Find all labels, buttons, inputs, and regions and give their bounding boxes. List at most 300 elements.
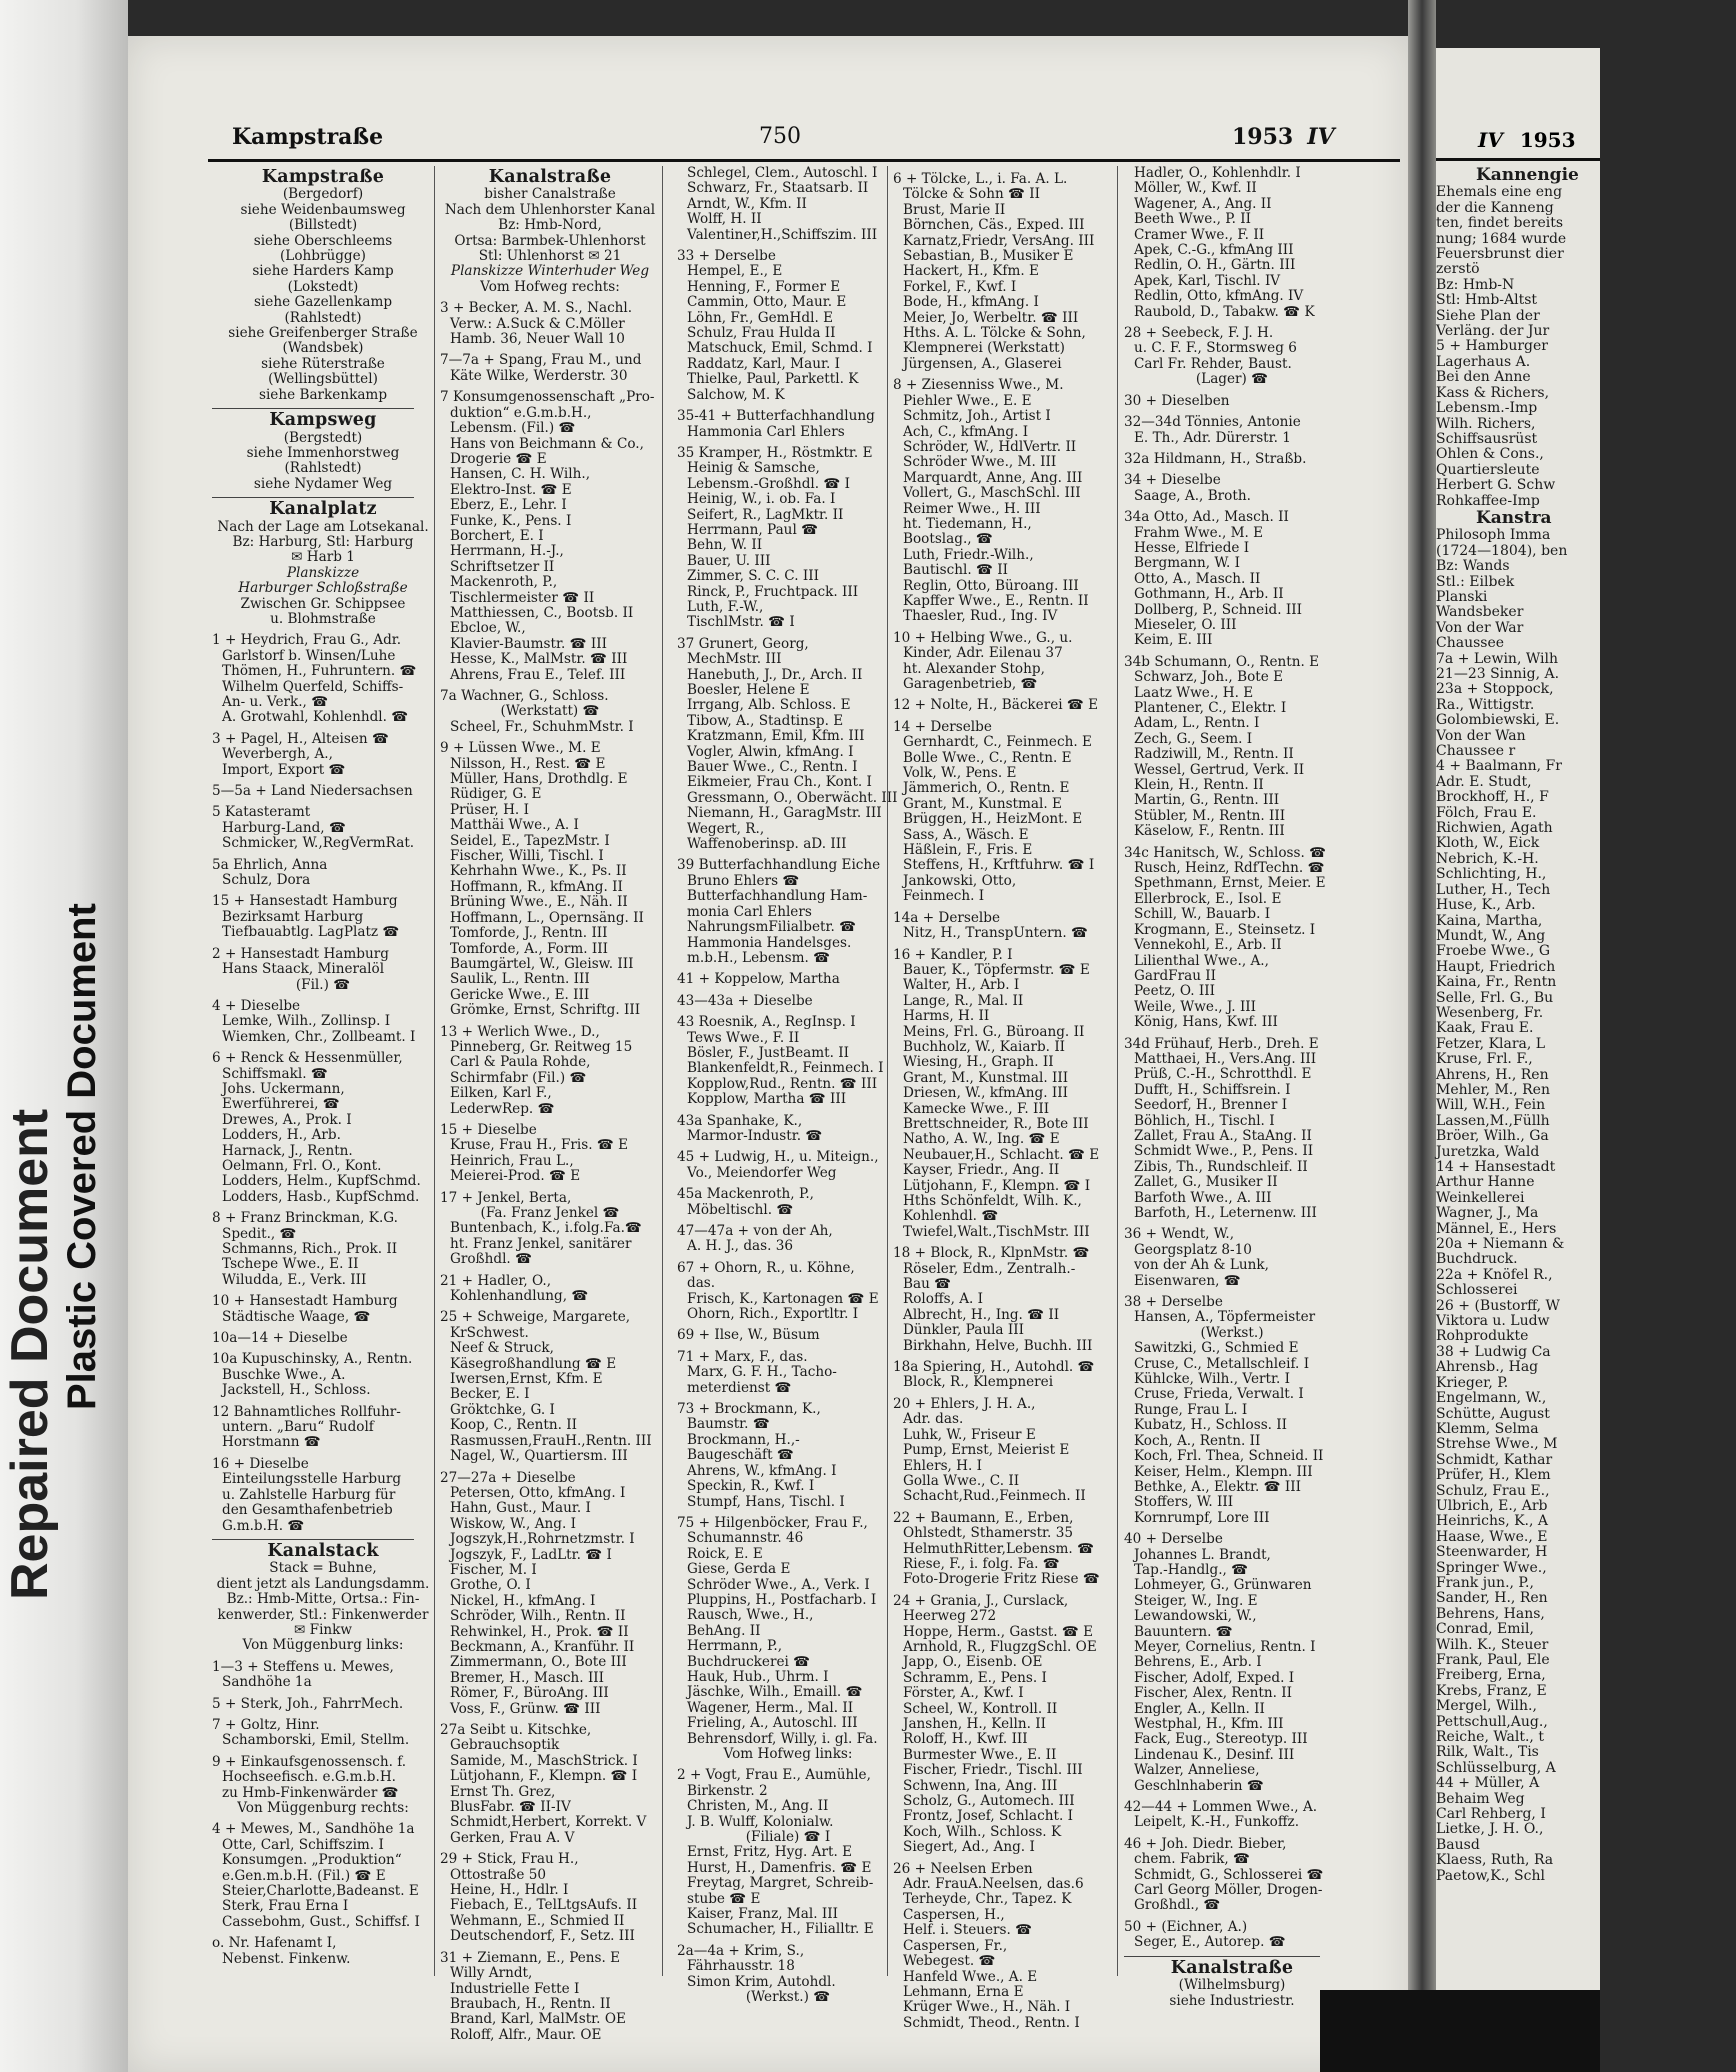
entry-line: 34c Hanitsch, W., Schloss. ☎	[1124, 844, 1327, 861]
entry-line: Schröder, Wilh., Rentn. II	[450, 1608, 626, 1625]
entry-line: Brockmann, H.,-	[687, 1431, 800, 1448]
entry-line: 37 Grunert, Georg,	[677, 635, 809, 652]
entry-line: Ottostraße 50	[450, 1866, 547, 1883]
entry-line: Schiffsmakl. ☎	[222, 1065, 328, 1082]
entry-line: Tomforde, A., Form. III	[450, 940, 608, 957]
street-heading: Kanalstack	[267, 1540, 379, 1561]
entry-line: Kubatz, H., Schloss. II	[1134, 1417, 1288, 1434]
entry-line: Männel, E., Hers	[1436, 1220, 1557, 1237]
entry-line: Wegert, R.,	[687, 820, 765, 837]
entry-line: Buntenbach, K., i.folg.Fa.☎	[450, 1220, 642, 1237]
entry-line: Braubach, H., Rentn. II	[450, 1995, 611, 2012]
entry-line: Lodders, Helm., KupfSchmd.	[222, 1173, 421, 1190]
entry-line: Hauk, Hub., Uhrm. I	[687, 1668, 829, 1685]
entry-line: Lange, R., Mal. II	[903, 992, 1024, 1009]
entry-line: Gebrauchsoptik	[450, 1737, 560, 1754]
entry-line: Keiser, Helm., Klempn. III	[1134, 1463, 1313, 1480]
entry-line: Bauer, K., Töpfermstr. ☎ E	[903, 961, 1090, 978]
entry-line: Valentiner,H.,Schiffszim. III	[687, 226, 878, 243]
entry-line: Städtische Waage, ☎	[222, 1308, 371, 1325]
entry-line: Wilhelm Querfeld, Schiffs-	[222, 678, 404, 695]
entry-line: 67 + Ohorn, R., u. Köhne,	[677, 1259, 855, 1276]
entry-line: Ach, C., kfmAng. I	[903, 423, 1029, 440]
entry-line: Ahrens, H., Ren	[1436, 1066, 1549, 1083]
entry-line: 46 + Joh. Diedr. Bieber,	[1124, 1835, 1287, 1852]
entry-line: Käsegroßhandlung ☎ E	[450, 1355, 617, 1372]
entry-line: Hanfeld Wwe., A. E	[903, 1968, 1038, 1985]
entry-line: 34d Frühauf, Herb., Dreh. E	[1124, 1035, 1319, 1052]
entry-line: Baugeschäft ☎	[687, 1447, 794, 1464]
entry-line: Arndt, W., Kfm. II	[687, 195, 807, 212]
entry-line: Albrecht, H., Ing. ☎ II	[903, 1306, 1060, 1323]
entry-line: Steiger, W., Ing. E	[1134, 1592, 1258, 1609]
street-note: Vom Hofweg rechts:	[480, 278, 620, 295]
entry-line: Gernhardt, C., Feinmech. E	[903, 734, 1092, 751]
entry-line: Becker, E. I	[450, 1386, 530, 1403]
street-note: siehe Harders Kamp	[252, 263, 394, 280]
street-note: Stl: Uhlenhorst ✉ 21	[478, 248, 622, 265]
entry-line: Schulz, Frau Hulda II	[687, 325, 836, 342]
entry-line: Wiludda, E., Verk. III	[222, 1271, 367, 1288]
entry-line: A. Grotwahl, Kohlenhdl. ☎	[222, 709, 409, 726]
entry-line: ten, findet bereits	[1436, 215, 1564, 232]
entry-line: Gothmann, H., Arb. II	[1134, 586, 1284, 603]
entry-line: Tap.-Handlg., ☎	[1134, 1561, 1249, 1578]
entry-line: Koch, Frl. Thea, Schneid. II	[1134, 1448, 1324, 1465]
entry-line: Schütte, August	[1436, 1405, 1550, 1422]
street-heading: Kannengie	[1476, 165, 1579, 185]
entry-line: Will, W.H., Fein	[1436, 1097, 1546, 1114]
entry-line: Kaiser, Franz, Mal. III	[687, 1906, 838, 1923]
entry-line: Leipelt, K.-H., Funkoffz.	[1134, 1814, 1300, 1831]
entry-line: 15 + Hansestadt Hamburg	[212, 893, 398, 910]
entry-line: Bz: Hmb-N	[1436, 276, 1515, 293]
entry-line: 26 + Neelsen Erben	[893, 1860, 1033, 1877]
entry-line: Natho, A. W., Ing. ☎ E	[903, 1131, 1060, 1148]
entry-line: Chaussee	[1436, 635, 1505, 652]
entry-line: 21—23 Sinnig, A.	[1436, 666, 1560, 682]
entry-line: Irrgang, Alb. Schloss. E	[687, 697, 851, 714]
entry-line: 8 + Ziesenniss Wwe., M.	[893, 377, 1064, 394]
entry-line: Mehler, M., Ren	[1436, 1081, 1550, 1098]
entry-line: Kaak, Frau E.	[1436, 1020, 1534, 1037]
entry-line: Cassebohm, Gust., Schiffsf. I	[222, 1913, 420, 1930]
entry-line: Tischlermeister ☎ II	[450, 589, 595, 606]
entry-line: 1—3 + Steffens u. Mewes,	[212, 1658, 394, 1675]
entry-line: Garagenbetrieb, ☎	[903, 676, 1038, 692]
entry-line: Sebastian, B., Musiker E	[903, 248, 1074, 265]
entry-line: 41 + Koppelow, Martha	[677, 971, 840, 988]
entry-line: Cruse, C., Metallschleif. I	[1134, 1355, 1310, 1372]
entry-line: Dollberg, P., Schneid. III	[1134, 601, 1303, 618]
entry-line: Feuersbrunst dier	[1436, 246, 1564, 263]
entry-line: Harms, H. II	[903, 1008, 990, 1025]
column-1	[212, 166, 434, 1986]
entry-line: Heinig, W., i. ob. Fa. I	[687, 491, 836, 508]
entry-line: Industrielle Fette I	[450, 1980, 580, 1997]
entry-line: 21 + Hadler, O.,	[440, 1272, 552, 1289]
entry-line: 6 + Tölcke, L., i. Fa. A. L.	[893, 171, 1068, 187]
entry-line: Gröktchke, G. I	[450, 1401, 555, 1418]
entry-line: Weinkellerei	[1436, 1189, 1525, 1206]
entry-line: Möller, W., Kwf. II	[1134, 180, 1257, 197]
entry-line: Borchert, E. I	[450, 527, 544, 544]
entry-line: 5a Ehrlich, Anna	[212, 856, 328, 873]
street-note: (Rahlstedt)	[284, 460, 362, 477]
street-heading: Kanalstraße	[1170, 1957, 1294, 1978]
entry-line: Tölcke & Sohn ☎ II	[903, 186, 1041, 203]
entry-line: Terheyde, Chr., Tapez. K	[903, 1891, 1072, 1908]
entry-line: Rilk, Walt., Tis	[1436, 1744, 1539, 1761]
entry-line: Nebrich, K.-H.	[1436, 850, 1539, 867]
entry-line: Rasmussen,FrauH.,Rentn. III	[450, 1432, 652, 1449]
entry-line: zu Hmb-Finkenwärder ☎	[222, 1784, 399, 1801]
entry-line: meterdienst ☎	[687, 1379, 792, 1396]
entry-line: Dünkler, Paula III	[903, 1322, 1024, 1339]
entry-line: Fetzer, Klara, L	[1436, 1035, 1546, 1052]
street-note: Von Müggenburg links:	[242, 1637, 404, 1654]
entry-line: Schlosserei	[1436, 1282, 1518, 1299]
entry-line: 32—34d Tönnies, Antonie	[1124, 414, 1301, 431]
entry-line: Brockhoff, H., F	[1436, 789, 1549, 806]
entry-line: Nickel, H., kfmAng. I	[450, 1592, 596, 1609]
entry-line: Schulz, Frau E.,	[1436, 1482, 1550, 1499]
entry-line: Chaussee r	[1436, 743, 1516, 760]
entry-line: Arnhold, R., FlugzgSchl. OE	[903, 1638, 1097, 1655]
entry-line: Schiffsausrüst	[1436, 430, 1538, 447]
entry-line: Seidel, E., TapezMstr. I	[450, 832, 610, 849]
entry-line: Geschlnhaberin ☎	[1134, 1777, 1264, 1794]
entry-line: Karnatz,Friedr, VersAng. III	[903, 232, 1095, 249]
entry-line: Förster, A., Kwf. I	[903, 1685, 1024, 1702]
entry-line: Buchdruckerei ☎	[687, 1653, 811, 1670]
street-note: (Werkst.) ☎	[745, 1989, 831, 2006]
column-2	[440, 166, 660, 2043]
entry-line: Bauer, U. III	[687, 552, 771, 569]
entry-line: Kapffer Wwe., E., Rentn. II	[903, 592, 1089, 609]
scan-shadow	[1320, 1990, 1600, 2072]
street-note: siehe Oberschleems	[253, 232, 393, 249]
entry-line: 45 + Ludwig, H., u. Miteign.,	[677, 1149, 879, 1166]
entry-line: Stumpf, Hans, Tischl. I	[687, 1493, 845, 1510]
entry-line: Twiefel,Walt.,TischMstr. III	[903, 1223, 1090, 1240]
entry-line: Bethke, A., Elektr. ☎ III	[1134, 1478, 1301, 1495]
entry-line: Zallet, Frau A., StaAng. II	[1134, 1127, 1312, 1144]
entry-line: Krogmann, E., Steinsetz. I	[1134, 921, 1316, 938]
column-divider	[434, 166, 435, 1976]
volume: IV	[1307, 124, 1335, 150]
entry-line: Roloff, H., Kwf. III	[903, 1731, 1028, 1748]
entry-line: Driesen, W., kfmAng. III	[903, 1085, 1068, 1102]
entry-line: Speckin, R., Kwf. I	[687, 1478, 815, 1495]
entry-line: Wolff, H. II	[687, 211, 762, 228]
entry-line: Behaim Weg	[1436, 1790, 1525, 1807]
entry-line: Carl Rehberg, I	[1436, 1806, 1546, 1823]
entry-line: Prüß, C.-H., Schrotthdl. E	[1134, 1066, 1312, 1083]
entry-line: Einteilungsstelle Harburg	[222, 1471, 402, 1488]
entry-line: Pettschull,Aug.,	[1436, 1713, 1548, 1730]
scan-label	[0, 0, 128, 2072]
entry-line: Schröder, W., HdlVertr. II	[903, 438, 1077, 455]
entry-line: Barfoth Wwe., A. III	[1134, 1189, 1272, 1206]
entry-line: Haupt, Friedrich	[1436, 958, 1556, 975]
entry-line: 6 + Renck & Hessenmüller,	[212, 1050, 403, 1067]
entry-line: Wehmann, E., Schmied II	[450, 1912, 625, 1929]
entry-line: Drewes, A., Prok. I	[222, 1111, 352, 1128]
entry-line: Thaesler, Rud., Ing. IV	[903, 608, 1058, 625]
entry-line: Fischer, Alex, Rentn. II	[1134, 1685, 1292, 1702]
entry-line: Christen, M., Ang. II	[687, 1798, 829, 1815]
entry-line: Huse, K., Arb.	[1436, 897, 1536, 914]
entry-line: o. Nr. Hafenamt I,	[212, 1935, 337, 1952]
next-page-year: 1953	[1519, 128, 1576, 152]
street-heading: Kanalplatz	[269, 499, 377, 520]
entry-line: Tschepe Wwe., E. II	[222, 1256, 359, 1273]
column-divider	[887, 166, 888, 1976]
entry-line: Philosoph Imma	[1436, 527, 1551, 544]
entry-line: 1 + Heydrich, Frau G., Adr.	[212, 632, 402, 649]
entry-line: Salchow, M. K	[687, 386, 785, 403]
entry-line: Sterk, Frau Erna I	[222, 1898, 349, 1915]
entry-line: Kaina, Martha,	[1436, 912, 1543, 929]
entry-line: Schlüsselburg, A	[1436, 1759, 1556, 1776]
entry-line: Pinneberg, Gr. Reitweg 15	[450, 1038, 633, 1055]
entry-line: Hoppe, Herm., Gastst. ☎ E	[903, 1623, 1094, 1640]
entry-line: Bootslag., ☎	[903, 531, 993, 548]
entry-line: Wiemken, Chr., Zollbeamt. I	[222, 1028, 416, 1045]
entry-line: das.	[687, 1275, 716, 1292]
entry-line: Martin, G., Rentn. III	[1134, 792, 1280, 809]
entry-line: Cruse, Frieda, Verwalt. I	[1134, 1386, 1304, 1403]
entry-line: Kehrhahn Wwe., K., Ps. II	[450, 863, 627, 880]
entry-line: 3 + Becker, A. M. S., Nachl.	[440, 300, 633, 317]
entry-line: Luhk, W., Friseur E	[903, 1426, 1036, 1443]
entry-line: Römer, F., BüroAng. III	[450, 1685, 609, 1702]
entry-line: Weverbergh, A.,	[222, 746, 333, 763]
entry-line: Harnack, J., Rentn.	[222, 1142, 353, 1159]
entry-line: Walzer, Anneliese,	[1134, 1762, 1260, 1779]
entry-line: Lütjohann, F., Klempn. ☎ I	[903, 1177, 1091, 1194]
entry-line: Schirmfabr (Fil.) ☎	[450, 1069, 587, 1086]
entry-line: Froebe Wwe., G	[1436, 943, 1551, 960]
street-note: (Billstedt)	[288, 217, 358, 234]
entry-line: Zibis, Th., Rundschleif. II	[1134, 1158, 1308, 1175]
entry-line: 2 + Hansestadt Hamburg	[212, 945, 389, 962]
entry-line: Eisenwaren, ☎	[1134, 1272, 1241, 1289]
entry-line: Meyer, Cornelius, Rentn. I	[1134, 1638, 1316, 1655]
entry-line: Ahrens, W., kfmAng. I	[687, 1462, 837, 1479]
entry-line: Henning, F., Former E	[687, 278, 841, 295]
entry-line: Krüger Wwe., H., Näh. I	[903, 1999, 1071, 2016]
entry-line: 25 + Schweige, Margarete,	[440, 1309, 631, 1326]
entry-line: Lemke, Wilh., Zollinsp. I	[222, 1013, 391, 1030]
next-page-header	[1436, 128, 1600, 152]
entry-line: Meierei-Prod. ☎ E	[450, 1168, 581, 1185]
entry-line: 2 + Vogt, Frau E., Aumühle,	[677, 1767, 871, 1784]
street-note: (Fil.) ☎	[295, 976, 351, 993]
entry-line: Vollert, G., MaschSchl. III	[903, 485, 1081, 502]
entry-line: 18 + Block, R., KlpnMstr. ☎	[893, 1245, 1090, 1262]
entry-line: Kohlenhdl. ☎	[903, 1208, 999, 1225]
entry-line: Bösler, F., JustBeamt. II	[687, 1044, 849, 1061]
entry-line: Marmor-Industr. ☎	[687, 1127, 823, 1144]
entry-line: Bolle Wwe., C., Rentn. E	[903, 749, 1072, 766]
entry-line: Otto, A., Masch. II	[1134, 570, 1261, 587]
next-page-edge	[1436, 48, 1600, 2072]
entry-line: Forkel, F., Kwf. I	[903, 278, 1017, 295]
entry-line: G.m.b.H. ☎	[222, 1517, 305, 1534]
entry-line: Planski	[1436, 588, 1488, 605]
entry-line: Schramm, E., Pens. I	[903, 1669, 1047, 1686]
section-divider	[1124, 1956, 1320, 1957]
street-note: (Werkstatt) ☎	[500, 703, 600, 720]
entry-line: Reglin, Otto, Büroang. III	[903, 577, 1079, 594]
section-divider	[212, 408, 414, 409]
entry-line: Lilienthal Wwe., A.,	[1134, 952, 1269, 969]
entry-line: Buchdruck.	[1436, 1251, 1518, 1268]
entry-line: Tibow, A., Stadtinsp. E	[687, 712, 844, 729]
entry-line: Kohlenhandlung, ☎	[450, 1288, 589, 1305]
entry-line: 15 + Dieselbe	[440, 1121, 537, 1138]
entry-line: Rausch, Wwe., H.,	[687, 1607, 814, 1624]
entry-line: Bautischl. ☎ II	[903, 562, 1008, 579]
street-note: Zwischen Gr. Schippsee	[240, 595, 406, 612]
entry-line: von der Ah & Lunk,	[1134, 1257, 1269, 1274]
entry-line: Bruno Ehlers ☎	[687, 872, 800, 889]
entry-line: stube ☎ E	[687, 1890, 761, 1907]
entry-line: Golombiewski, E.	[1436, 712, 1560, 729]
entry-line: Schmidt,Herbert, Korrekt. V	[450, 1814, 647, 1831]
entry-line: 34a Otto, Ad., Masch. II	[1124, 509, 1289, 526]
entry-line: Freytag, Margret, Schreib-	[687, 1875, 874, 1892]
entry-line: Lehmann, Erna E	[903, 1983, 1024, 2000]
entry-line: Wiskow, W., Ang. I	[450, 1515, 576, 1532]
entry-line: 7a Wachner, G., Schloss.	[440, 688, 609, 704]
entry-line: Drogerie ☎ E	[450, 450, 547, 467]
entry-line: Bei den Anne	[1436, 369, 1531, 386]
entry-line: Bausd	[1436, 1836, 1480, 1853]
entry-line: Klaess, Ruth, Ra	[1436, 1852, 1554, 1869]
street-note: bisher Canalstraße	[484, 186, 616, 203]
entry-line: Petersen, Otto, kfmAng. I	[450, 1484, 626, 1501]
street-note: (Wellingsbüttel)	[268, 371, 378, 388]
entry-line: Wagener, Herm., Mal. II	[687, 1699, 854, 1716]
street-note: ✉ Finkw	[293, 1621, 353, 1638]
entry-line: Eikmeier, Frau Ch., Kont. I	[687, 774, 872, 791]
entry-line: 34 + Dieselbe	[1124, 472, 1221, 489]
entry-line: Kopplow, Martha ☎ III	[687, 1091, 847, 1108]
entry-line: Ulbrich, E., Arb	[1436, 1497, 1548, 1514]
entry-line: Webegest. ☎	[903, 1953, 996, 1970]
column-5	[1124, 165, 1340, 2009]
entry-line: Sander, H., Ren	[1436, 1590, 1548, 1607]
entry-line: Ernst, Fritz, Hyg. Art. E	[687, 1844, 853, 1861]
entry-line: Nilsson, H., Rest. ☎ E	[450, 755, 606, 772]
entry-line: Frieling, A., Autoschl. III	[687, 1715, 858, 1732]
entry-line: Steenwarder, H	[1436, 1544, 1548, 1561]
entry-line: Herrmann, H.-J.,	[450, 543, 564, 560]
street-note: Planskizze	[286, 564, 360, 581]
entry-line: Fischer, M. I	[450, 1561, 537, 1578]
entry-line: 34b Schumann, O., Rentn. E	[1124, 653, 1320, 670]
entry-line: Marx, G. F. H., Tacho-	[687, 1364, 837, 1381]
entry-line: Brand, Karl, MalMstr. OE	[450, 2011, 626, 2028]
entry-line: Bz: Wands	[1436, 558, 1510, 575]
entry-line: Paetow,K., Schl	[1436, 1867, 1545, 1884]
street-note: Planskizze Winterhuder Weg	[450, 263, 650, 280]
entry-line: Bau ☎	[903, 1276, 952, 1293]
entry-line: 4 + Baalmann, Fr	[1436, 758, 1562, 775]
page-number: 750	[759, 124, 801, 149]
entry-line: 5—5a + Land Niedersachsen	[212, 783, 413, 800]
entry-line: Heerweg 272	[903, 1608, 997, 1625]
entry-line: Fölch, Frau E.	[1436, 804, 1537, 821]
entry-line: Grant, M., Kunstmal. E	[903, 795, 1062, 812]
entry-line: Zimmer, S. C. C. III	[687, 568, 819, 585]
entry-line: Mackenroth, P.,	[450, 574, 558, 591]
entry-line: 27a Seibt u. Kitschke,	[440, 1722, 592, 1738]
entry-line: Rehwinkel, H., Prok. ☎ II	[450, 1623, 629, 1640]
column-4	[893, 166, 1111, 2031]
column-3	[677, 165, 899, 2006]
street-note: (Lohbrügge)	[280, 248, 366, 265]
entry-line: Adam, L., Rentn. I	[1134, 715, 1260, 732]
street-note: siehe Immenhorstweg	[246, 444, 400, 461]
entry-line: 32a Hildmann, H., Straßb.	[1124, 450, 1307, 467]
entry-line: Walter, H., Arb. I	[903, 977, 1020, 994]
entry-line: Jürgensen, A., Glaserei	[903, 355, 1062, 372]
entry-line: Cramer Wwe., F. II	[1134, 226, 1265, 243]
entry-line: Schumacher, H., Filialltr. E	[687, 1921, 874, 1938]
entry-line: TischlMstr. ☎ I	[687, 614, 795, 631]
entry-line: Giese, Gerda E	[687, 1561, 791, 1578]
entry-line: Steier,Charlotte,Badeanst. E	[222, 1883, 419, 1900]
entry-line: 5 + Hamburger	[1436, 338, 1548, 355]
entry-line: Caspersen, Fr.,	[903, 1937, 1008, 1954]
entry-line: Behrensdorf, Willy, i. gl. Fa.	[687, 1730, 878, 1747]
street-note: (Rahlstedt)	[284, 309, 362, 326]
entry-line: Harburg-Land, ☎	[222, 819, 346, 836]
street-note: (Fa. Franz Jenkel ☎	[480, 1205, 620, 1221]
entry-line: Blankenfeldt,R., Feinmech. I	[687, 1060, 884, 1077]
entry-line: Feinmech. I	[903, 888, 985, 905]
entry-line: 4 + Mewes, M., Sandhöhe 1a	[212, 1821, 415, 1838]
entry-line: Heinrich, Frau L.,	[450, 1152, 574, 1169]
entry-line: Keim, E. III	[1134, 632, 1213, 649]
entry-line: Klavier-Baumstr. ☎ III	[450, 635, 607, 652]
entry-line: Schulz, Dora	[222, 872, 311, 889]
entry-line: Rohprodukte	[1436, 1328, 1529, 1345]
entry-line: Apek, Karl, Tischl. IV	[1134, 272, 1281, 289]
entry-line: Prüser, H. I	[450, 801, 529, 818]
entry-line: Kaina, Fr., Rentn	[1436, 974, 1557, 991]
entry-line: Bauer Wwe., C., Rentn. I	[687, 759, 858, 776]
street-heading: Kampstraße	[261, 167, 385, 187]
entry-line: Otte, Carl, Schiffszim. I	[222, 1836, 384, 1853]
street-note: (Lager) ☎	[1195, 371, 1269, 388]
entry-line: Sass, A., Wäsch. E	[903, 826, 1029, 843]
entry-line: Funke, K., Pens. I	[450, 512, 572, 529]
entry-line: Ohlstedt, Sthamerstr. 35	[903, 1525, 1073, 1542]
entry-line: untern. „Baru“ Rudolf	[222, 1419, 374, 1436]
entry-line: An- u. Verk., ☎	[222, 694, 329, 710]
entry-line: Luth, F.-W.,	[687, 598, 764, 615]
entry-line: Stl.: Eilbek	[1436, 573, 1515, 590]
entry-line: 23a + Stoppock,	[1436, 681, 1554, 698]
entry-line: Grothe, O. I	[450, 1577, 531, 1594]
entry-line: Birkhahn, Helve, Buchh. III	[903, 1337, 1093, 1354]
entry-line: Spedit., ☎	[222, 1225, 297, 1242]
